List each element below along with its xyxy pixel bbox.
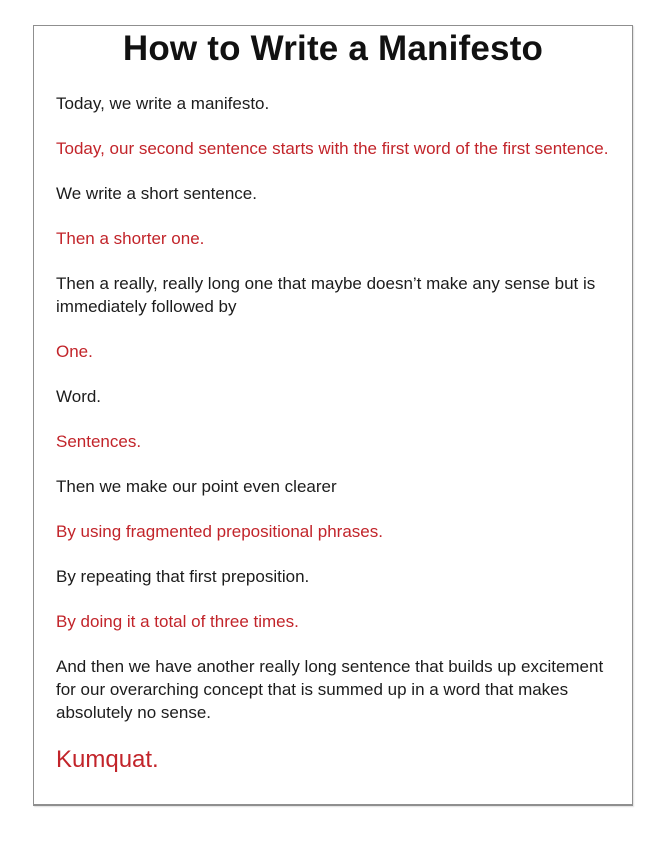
manifesto-page [33,25,633,806]
paragraph: Today, our second sentence starts with the first word of the first sentence. [56,139,609,158]
paragraph: By using fragmented prepositional phrases. [56,522,383,541]
paragraph: We write a short sentence. [56,184,257,203]
page-title: How to Write a Manifesto [122,29,544,68]
paragraph: Then a shorter one. [56,229,205,248]
paragraph: Word. [56,387,102,406]
paragraph: Today, we write a manifesto. [56,94,270,113]
paragraph: Kumquat. [56,746,159,773]
paragraph: By doing it a total of three times. [56,612,299,631]
paragraph: One. [56,342,93,361]
paragraph: And then we have another really long sentence that builds up excitement for our overarching concept that is summed up in a word that makes absolutely no sense. [56,657,604,722]
paragraph: Sentences. [56,432,142,451]
paragraph: Then a really, really long one that maybe doesn’t make any sense but is immediately followed by [56,274,596,316]
paragraph: By repeating that first preposition. [56,567,310,586]
paragraph: Then we make our point even clearer [56,477,337,496]
manifesto-body [56,92,610,774]
